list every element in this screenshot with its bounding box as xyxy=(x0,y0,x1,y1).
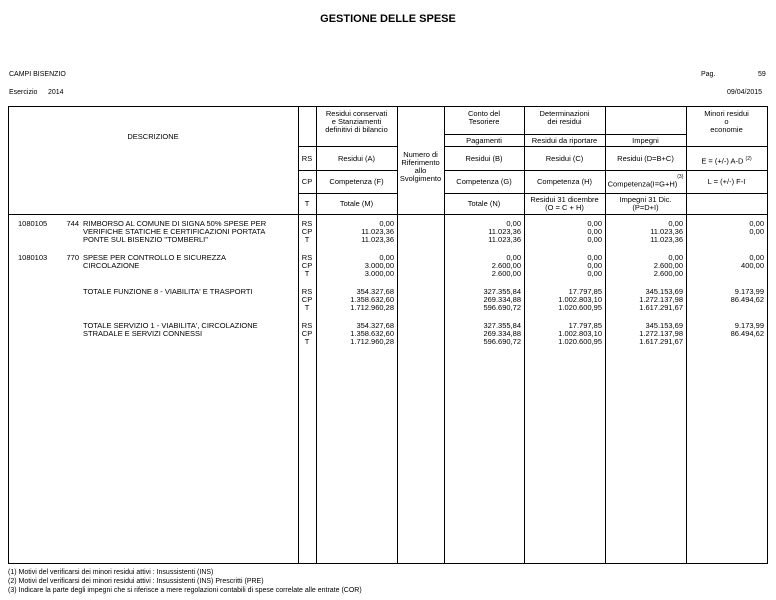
row-value: 327.355,84 xyxy=(483,321,521,330)
row-value: 11.023,36 xyxy=(488,235,521,244)
header-t: T xyxy=(304,199,310,208)
row-value: 86.494,62 xyxy=(730,329,764,338)
row-number: 744 xyxy=(66,219,79,228)
header-residui-b: Residui (B) xyxy=(465,154,503,163)
row-value: 1.020.600,95 xyxy=(558,303,602,312)
row-description: STRADALE E SERVIZI CONNESSI xyxy=(83,329,203,338)
row-value: 0,00 xyxy=(587,235,602,244)
page-number: 59 xyxy=(758,71,766,78)
row-value: 400,00 xyxy=(741,261,764,270)
header-descrizione: DESCRIZIONE xyxy=(127,132,179,141)
row-value: 596.690,72 xyxy=(483,303,521,312)
row-value: 0,00 xyxy=(587,219,602,228)
row-value: 0,00 xyxy=(506,219,521,228)
header-cp: CP xyxy=(301,177,313,186)
header-l-formula: L = (+/-) F-I xyxy=(707,177,746,186)
row-value: 0,00 xyxy=(506,253,521,262)
row-value: 11.023,36 xyxy=(650,227,683,236)
header-residui-c: Residui (C) xyxy=(545,154,584,163)
row-value: 11.023,36 xyxy=(488,227,521,236)
row-value: 1.358.632,60 xyxy=(350,329,394,338)
row-value: 1.002.803,10 xyxy=(558,295,602,304)
row-type: RS xyxy=(301,253,313,262)
row-value: 9.173,99 xyxy=(734,321,764,330)
header-pagamenti: Pagamenti xyxy=(466,136,502,145)
header-competenza-h: Competenza (H) xyxy=(536,177,593,186)
row-value: 1.020.600,95 xyxy=(558,337,602,346)
row-value: 1.617.291,67 xyxy=(639,337,683,346)
row-type: CP xyxy=(301,261,313,270)
footnote-1: (1) Motivi del verificarsi dei minori residui attivi : Insussistenti (INS) xyxy=(8,569,214,576)
header-residui-riportare: Residui da riportare xyxy=(531,136,598,145)
row-value: 0,00 xyxy=(379,253,394,262)
row-type: T xyxy=(304,235,310,244)
row-description: RIMBORSO AL COMUNE DI SIGNA 50% SPESE PER xyxy=(83,219,267,228)
row-value: 269.334,88 xyxy=(483,329,521,338)
footnote-3: (3) Indicare la parte degli impegni che si riferisce a mere regolazioni contabili di spese correlate alle entrate (COR) xyxy=(8,587,362,594)
header-totale-n: Totale (N) xyxy=(467,199,501,208)
row-value: 86.494,62 xyxy=(730,295,764,304)
row-value: 0,00 xyxy=(668,253,683,262)
row-description: TOTALE FUNZIONE 8 - VIABILITA' E TRASPORTI xyxy=(83,287,253,296)
row-description: VERIFICHE STATICHE E CERTIFICAZIONI PORTATA xyxy=(83,227,266,236)
row-value: 2.600,00 xyxy=(653,269,683,278)
header-residui-31: Residui 31 dicembre (O = C + H) xyxy=(530,195,599,212)
footnote-2: (2) Motivi del verificarsi dei minori residui attivi : Insussistenti (INS) Prescritti (PRE) xyxy=(8,578,264,585)
row-value: 17.797,85 xyxy=(568,321,602,330)
row-value: 0,00 xyxy=(749,227,764,236)
row-description: PONTE SUL BISENZIO "TOMBERLI" xyxy=(83,235,208,244)
row-value: 11.023,36 xyxy=(361,235,394,244)
row-value: 1.272.137,98 xyxy=(639,295,683,304)
header-competenza-g: Competenza (G) xyxy=(456,177,512,186)
row-type: RS xyxy=(301,287,313,296)
header-impegni-31: Impegni 31 Dic. (P=D+I) xyxy=(619,195,672,212)
row-value: 354.327,68 xyxy=(356,321,394,330)
year-value: 2014 xyxy=(48,89,64,96)
row-description: TOTALE SERVIZIO 1 - VIABILITA', CIRCOLAZIONE xyxy=(83,321,258,330)
header-impegni: Impegni xyxy=(632,136,659,145)
header-competenza-f: Competenza (F) xyxy=(329,177,384,186)
row-value: 0,00 xyxy=(587,253,602,262)
header-competenza-i: Competenza(I=G+H)$^{(3)}$ xyxy=(607,174,684,189)
header-residui-conservati: Residui conservati e Stanziamenti definitivi di bilancio xyxy=(325,109,388,134)
row-value: 11.023,36 xyxy=(361,227,394,236)
row-value: 0,00 xyxy=(587,227,602,236)
row-value: 269.334,88 xyxy=(483,295,521,304)
page-title: GESTIONE DELLE SPESE xyxy=(320,13,456,25)
row-value: 2.600,00 xyxy=(491,269,521,278)
row-value: 0,00 xyxy=(587,261,602,270)
row-value: 0,00 xyxy=(587,269,602,278)
row-value: 0,00 xyxy=(379,219,394,228)
row-value: 1.712.960,28 xyxy=(350,337,394,346)
row-value: 3.000,00 xyxy=(364,269,394,278)
row-number: 770 xyxy=(66,253,79,262)
row-value: 1.617.291,67 xyxy=(639,303,683,312)
row-description: CIRCOLAZIONE xyxy=(83,261,140,270)
row-type: CP xyxy=(301,295,313,304)
row-value: 1.712.960,28 xyxy=(350,303,394,312)
page-label: Pag. xyxy=(701,71,716,78)
header-residui-d: Residui (D=B+C) xyxy=(617,154,674,163)
row-value: 0,00 xyxy=(749,219,764,228)
row-type: CP xyxy=(301,329,313,338)
row-value: 9.173,99 xyxy=(734,287,764,296)
row-value: 11.023,36 xyxy=(650,235,683,244)
row-value: 2.600,00 xyxy=(653,261,683,270)
row-value: 1.358.632,60 xyxy=(350,295,394,304)
row-value: 327.355,84 xyxy=(483,287,521,296)
header-residui-a: Residui (A) xyxy=(337,154,376,163)
row-value: 1.272.137,98 xyxy=(639,329,683,338)
row-value: 0,00 xyxy=(749,253,764,262)
entity-name: CAMPI BISENZIO xyxy=(9,71,66,78)
row-type: RS xyxy=(301,219,313,228)
header-minori-residui: Minori residui o economie xyxy=(704,109,749,134)
row-type: T xyxy=(304,303,310,312)
row-type: T xyxy=(304,337,310,346)
row-value: 354.327,68 xyxy=(356,287,394,296)
header-totale-m: Totale (M) xyxy=(339,199,374,208)
header-numero-riferimento: Numero di Riferimento allo Svolgimento xyxy=(399,150,442,183)
row-value: 345.153,69 xyxy=(645,287,683,296)
row-type: T xyxy=(304,269,310,278)
row-code: 1080103 xyxy=(18,253,48,262)
report-date: 09/04/2015 xyxy=(727,89,763,96)
row-code: 1080105 xyxy=(18,219,48,228)
header-determinazioni: Determinazioni dei residui xyxy=(539,109,590,126)
row-value: 17.797,85 xyxy=(568,287,602,296)
row-value: 345.153,69 xyxy=(645,321,683,330)
row-type: RS xyxy=(301,321,313,330)
header-rs: RS xyxy=(301,154,313,163)
year-label: Esercizio xyxy=(9,89,38,96)
row-value: 0,00 xyxy=(668,219,683,228)
row-value: 596.690,72 xyxy=(483,337,521,346)
row-description: SPESE PER CONTROLLO E SICUREZZA xyxy=(83,253,226,262)
row-value: 1.002.803,10 xyxy=(558,329,602,338)
row-value: 2.600,00 xyxy=(491,261,521,270)
row-value: 3.000,00 xyxy=(364,261,394,270)
header-e-formula: E = (+/-) A-D $^{(2)}$ xyxy=(701,156,752,166)
header-conto-tesoriere: Conto del Tesoriere xyxy=(467,109,501,126)
row-type: CP xyxy=(301,227,313,236)
